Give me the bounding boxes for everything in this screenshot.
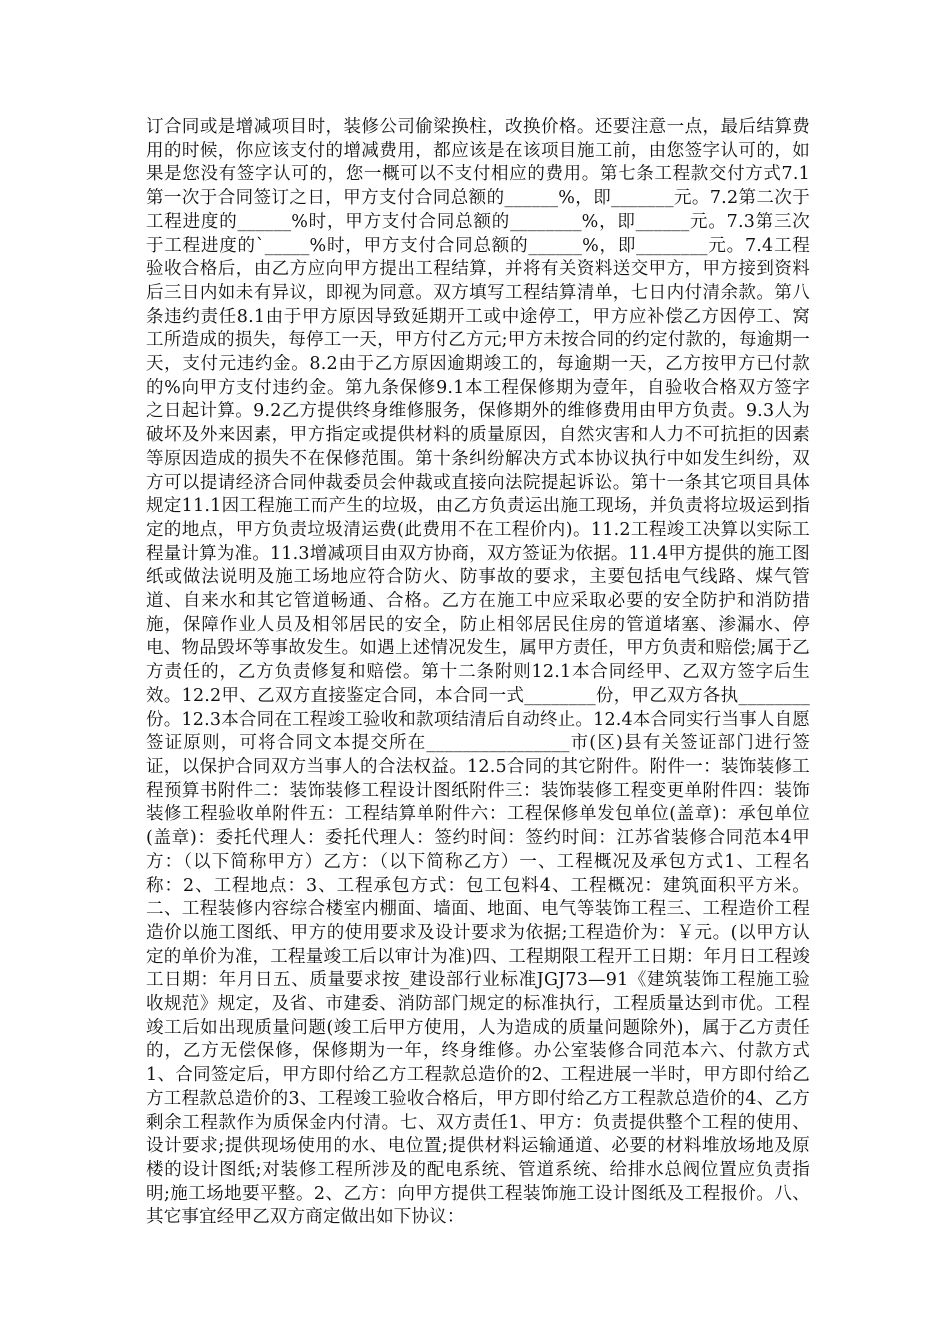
contract-body-text: 订合同或是增减项目时，装修公司偷梁换柱，改换价格。还要注意一点，最后结算费用的时候，你应该支付的增减费用，都应该是在该项目施工前，由您签字认可的，如果是您没有签字认可的，您一概可以不支付相应的费用。第七条工程款交付方式7.1第一次于合同签订之日，甲方支付合同总额的______%，即_______元。7.2第二次于工程进度的______%时，甲方支付合同总额的________%，即______元。7.3第三次于工程进度的`_____%时，甲方支付合同总额的______%，即________元。7.4工程验收合格后，由乙方应向甲方提出工程结算，并将有关资料送交甲方，甲方接到资料后三日内如未有异议，即视为同意。双方填写工程结算清单，七日内付清余款。第八条违约责任8.1由于甲方原因导致延期开工或中途停工，甲方应补偿乙方因停工、窝工所造成的损失，每停工一天，甲方付乙方元;甲方未按合同的约定付款的，每逾期一天，支付元违约金。8.2由于乙方原因逾期竣工的，每逾期一天，乙方按甲方已付款的%向甲方支付违约金。第九条保修9.1本工程保修期为壹年，自验收合格双方签字之日起计算。9.2乙方提供终身维修服务，保修期外的维修费用由甲方负责。9.3人为破坏及外来因素，甲方指定或提供材料的质量原因，自然灾害和人力不可抗拒的因素等原因造成的损失不在保修范围。第十条纠纷解决方式本协议执行中如发生纠纷，双方可以提请经济合同仲裁委员会仲裁或直接向法院提起诉讼。第十一条其它项目具体规定11.1因工程施工而产生的垃圾，由乙方负责运出施工现场，并负责将垃圾运到指定的地点，甲方负责垃圾清运费(此费用不在工程价内)。11.2工程竣工决算以实际工程量计算为准。11.3增减项目由双方协商，双方签证为依据。11.4甲方提供的施工图纸或做法说明及施工场地应符合防火、防事故的要求，主要包括电气线路、煤气管道、自来水和其它管道畅通、合格。乙方在施工中应采取必要的安全防护和消防措施，保障作业人员及相邻居民的安全，防止相邻居民住房的管道堵塞、渗漏水、停电、物品毁坏等事故发生。如遇上述情况发生，属甲方责任，甲方负责和赔偿;属于乙方责任的，乙方负责修复和赔偿。第十二条附则12.1本合同经甲、乙双方签字后生效。12.2甲、乙双方直接鉴定合同，本合同一式________份，甲乙双方各执________份。12.3本合同在工程竣工验收和款项结清后自动终止。12.4本合同实行当事人自愿签证原则，可将合同文本提交所在________________市(区)县有关签证部门进行签证，以保护合同双方当事人的合法权益。12.5合同的其它附件。附件一：装饰装修工程预算书附件二：装饰装修工程设计图纸附件三：装饰装修工程变更单附件四：装饰装修工程验收单附件五：工程结算单附件六：工程保修单发包单位(盖章)：承包单位(盖章)：委托代理人：委托代理人：签约时间：签约时间：江苏省装修合同范本4甲方：（以下简称甲方）乙方：（以下简称乙方）一、工程概况及承包方式1、工程名称：2、工程地点：3、工程承包方式：包工包料4、工程概况：建筑面积平方米。二、工程装修内容综合楼室内棚面、墙面、地面、电气等装饰工程三、工程造价工程造价以施工图纸、甲方的使用要求及设计要求为依据;工程造价为：￥元。(以甲方认定的单价为准，工程量竣工后以审计为准)四、工程期限工程开工日期：年月日工程竣工日期：年月日五、质量要求按_建设部行业标准JGJ73—91《建筑装饰工程施工验收规范》规定，及省、市建委、消防部门规定的标准执行，工程质量达到市优。工程竣工后如出现质量问题(竣工后甲方使用，人为造成的质量问题除外)，属于乙方责任的，乙方无偿保修，保修期为一年，终身维修。办公室装修合同范本六、付款方式1、合同签定后，甲方即付给乙方工程款总造价的2、工程进展一半时，甲方即付给乙方工程款总造价的3、工程竣工验收合格后，甲方即付给乙方工程款总造价的4、乙方剩余工程款作为质保金内付清。七、双方责任1、甲方：负责提供整个工程的使用、设计要求;提供现场使用的水、电位置;提供材料运输通道、必要的材料堆放场地及原楼的设计图纸;对装修工程所涉及的配电系统、管道系统、给排水总阀位置应负责指明;施工场地要平整。2、乙方：向甲方提供工程装饰施工设计图纸及工程报价。八、其它事宜经甲乙双方商定做出如下协议： [146,117,810,1228]
document-page [146,116,810,1230]
